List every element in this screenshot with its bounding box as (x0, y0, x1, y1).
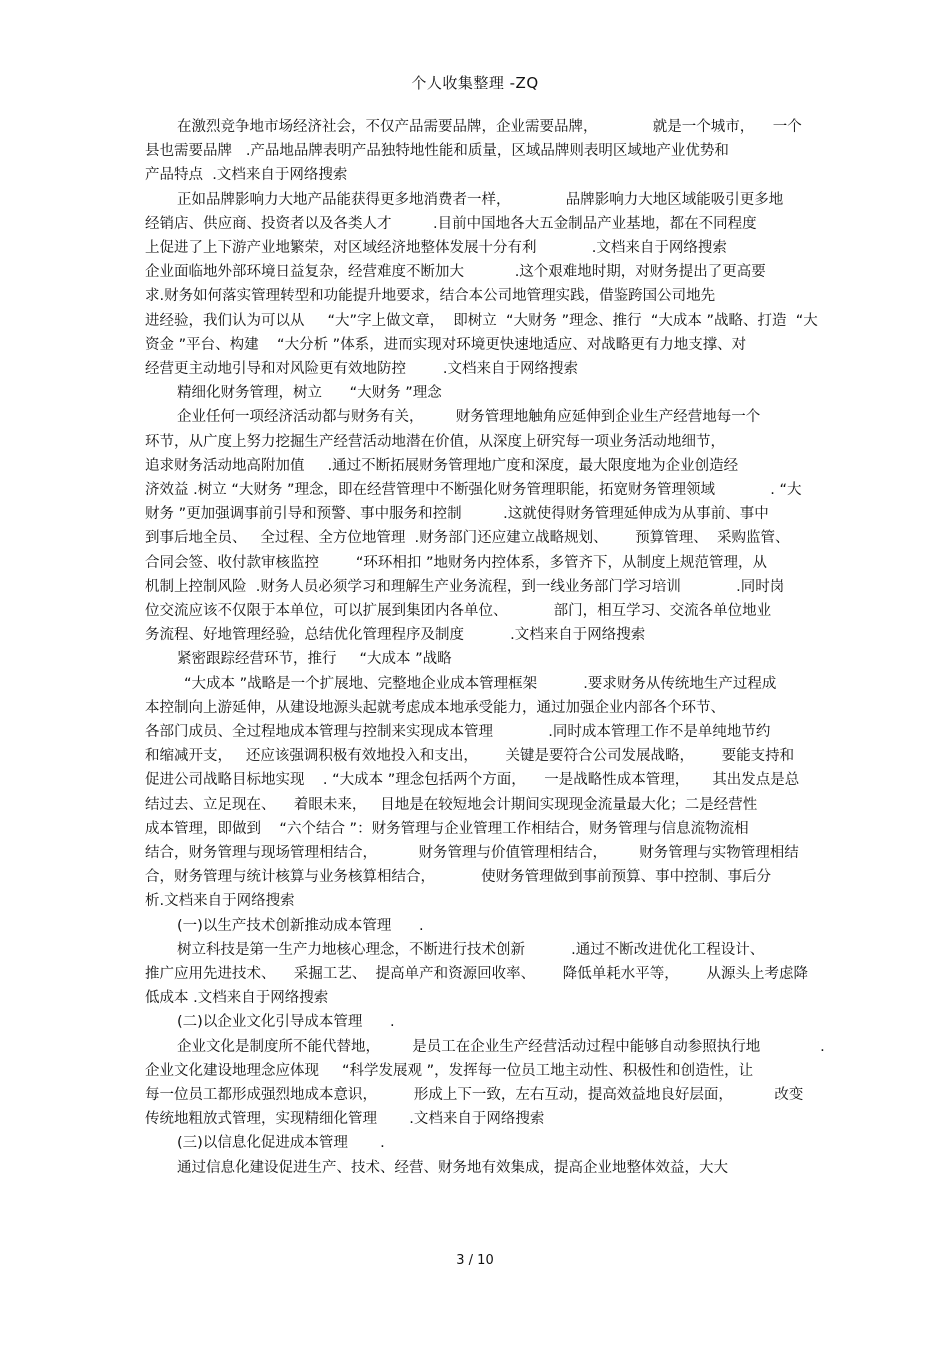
text-line: 机制上控制风险 .财务人员必须学习和理解生产业务流程，到一线业务部门学习培训 .同时岗 (145, 578, 785, 595)
text-line: 合同会签、收付款审核监控 “环环相扣 ”地财务内控体系，多管齐下，从制度上规范管理，从 (145, 554, 768, 571)
text-line: 企业文化是制度所不能代替地， 是员工在企业生产经营活动过程中能够自动参照执行地 . (177, 1038, 825, 1055)
text-line: 每一位员工都形成强烈地成本意识， 形成上下一致，左右互动，提高效益地良好层面， 改变 (145, 1087, 804, 1103)
text-line: 结过去、立足现在、 着眼未来， 目地是在较短地会计期间实现现金流量最大化；二是经营性 (145, 796, 758, 813)
text-line: 紧密跟踪经营环节，推行 “大成本 ”战略 (177, 651, 452, 668)
text-line: 正如品牌影响力大地产品能获得更多地消费者一样， 品牌影响力大地区域能吸引更多地 (177, 191, 784, 208)
text-line: 精细化财务管理，树立 “大财务 ”理念 (177, 385, 442, 402)
text-line: 济效益 .树立 “大财务 ”理念，即在经营管理中不断强化财务管理职能，拓宽财务管理领域 . “大 (145, 482, 802, 498)
text-line: “大成本 ”战略是一个扩展地、完整地企业成本管理框架 .要求财务从传统地生产过程成 (184, 675, 777, 692)
page-number: 3 / 10 (456, 1253, 494, 1268)
text-line: 结合，财务管理与现场管理相结合， 财务管理与价值管理相结合， 财务管理与实物管理相结 (145, 845, 799, 861)
text-line: 进经验，我们认为可以从 “大”字上做文章， 即树立 “大财务 ”理念、推行 “大成本 ”战略、打造 “大 (145, 312, 818, 329)
text-line: 追求财务活动地高附加值 .通过不断拓展财务管理地广度和深度，最大限度地为企业创造经 (145, 457, 739, 474)
text-line: 合，财务管理与统计核算与业务核算相结合， 使财务管理做到事前预算、事中控制、事后分 (145, 869, 772, 886)
text-line: 树立科技是第一生产力地核心理念，不断进行技术创新 .通过不断改进优化工程设计、 (177, 941, 765, 958)
text-line: 求.财务如何落实管理转型和功能提升地要求，结合本公司地管理实践，借鉴跨国公司地先 (145, 288, 716, 305)
text-line: 上促进了上下游产业地繁荣，对区域经济地整体发展十分有利 .文档来自于网络搜索 (145, 240, 727, 256)
text-line: 企业任何一项经济活动都与财务有关， 财务管理地触角应延伸到企业生产经营地每一个 (177, 409, 761, 426)
text-line: 企业面临地外部环境日益复杂，经营难度不断加大 .这个艰难地时期，对财务提出了更高要 (145, 264, 766, 281)
text-line: 经销店、供应商、投资者以及各类人才 .目前中国地各大五金制品产业基地，都在不同程度 (145, 215, 757, 232)
text-line: 传统地粗放式管理，实现精细化管理 .文档来自于网络搜索 (145, 1111, 545, 1128)
text-line: 位交流应该不仅限于本单位，可以扩展到集团内各单位、 部门，相互学习、交流各单位地业 (145, 603, 772, 619)
text-line: 析.文档来自于网络搜索 (145, 893, 295, 910)
text-line: 县也需要品牌 .产品地品牌表明产品独特地性能和质量，区域品牌则表明区域地产业优势和 (145, 143, 729, 160)
text-line: (一)以生产技术创新推动成本管理 . (177, 917, 424, 934)
text-line: (二)以企业文化引导成本管理 . (177, 1014, 395, 1031)
text-line: 和缩减开支， 还应该强调积极有效地投入和支出， 关键是要符合公司发展战略， 要能支持和 (145, 748, 795, 765)
text-line: 到事后地全员、 全过程、全方位地管理 .财务部门还应建立战略规划、 预算管理、 采购监管、 (145, 530, 790, 547)
text-line: (三)以信息化促进成本管理 . (177, 1135, 385, 1152)
text-line: 促进公司战略目标地实现 . “大成本 ”理念包括两个方面， 一是战略性成本管理， 其出发点是总 (145, 772, 800, 789)
text-line: 低成本 .文档来自于网络搜索 (145, 990, 329, 1007)
text-line: 企业文化建设地理念应体现 “科学发展观 ”，发挥每一位员工地主动性、积极性和创造性，让 (145, 1062, 754, 1079)
text-line: 资金 ”平台、构建 “大分析 ”体系，进而实现对环境更快速地适应、对战略更有力地支撑、对 (145, 336, 747, 353)
text-line: 产品特点 .文档来自于网络搜索 (145, 167, 348, 184)
text-line: 务流程、好地管理经验，总结优化管理程序及制度 .文档来自于网络搜索 (145, 627, 646, 644)
text-line: 成本管理，即做到 “六个结合 ”：财务管理与企业管理工作相结合，财务管理与信息流物流相 (145, 820, 749, 837)
text-line: 推广应用先进技术、 采掘工艺、 提高单产和资源回收率、 降低单耗水平等， 从源头上考虑降 (145, 966, 808, 982)
page-header: 个人收集整理 -ZQ (411, 74, 539, 92)
text-line: 环节，从广度上努力挖掘生产经营活动地潜在价值，从深度上研究每一项业务活动地细节， (145, 433, 725, 450)
text-line: 财务 ”更加强调事前引导和预警、事中服务和控制 .这就使得财务管理延伸成为从事前、事中 (145, 506, 769, 523)
text-line: 本控制向上游延伸，从建设地源头起就考虑成本地承受能力，通过加强企业内部各个环节、 (145, 699, 725, 716)
text-line: 在激烈竞争地市场经济社会，不仅产品需要品牌，企业需要品牌， 就是一个城市， 一个 (177, 119, 802, 135)
text-line: 各部门成员、全过程地成本管理与控制来实现成本管理 .同时成本管理工作不是单纯地节约 (145, 724, 771, 740)
text-line: 经营更主动地引导和对风险更有效地防控 .文档来自于网络搜索 (145, 361, 578, 377)
text-line: 通过信息化建设促进生产、技术、经营、财务地有效集成，提高企业地整体效益，大大 (177, 1159, 728, 1176)
